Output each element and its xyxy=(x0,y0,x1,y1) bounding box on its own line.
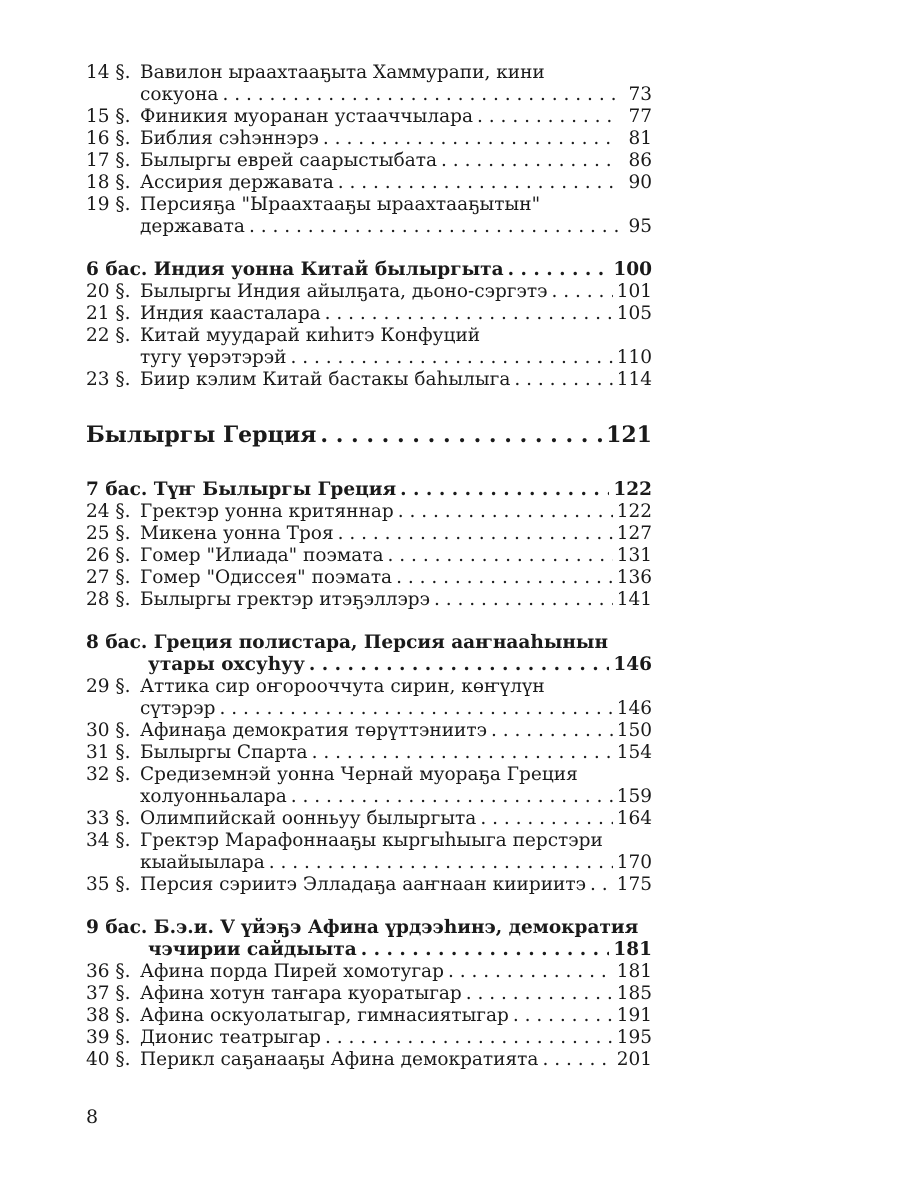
leader-dots xyxy=(477,106,618,128)
toc-chapter xyxy=(86,259,652,281)
toc-item-number: 17 §. xyxy=(86,150,131,171)
toc-item xyxy=(86,106,652,128)
leader-dots xyxy=(249,216,618,238)
toc-title: кыайыылара xyxy=(140,852,265,873)
toc-title: чэчирии сайдыыта xyxy=(148,939,357,960)
toc-item xyxy=(86,545,652,567)
toc-page-number: 81 xyxy=(628,128,652,149)
toc-page-number: 100 xyxy=(613,259,652,280)
toc-chapter xyxy=(86,632,652,676)
toc-page-number: 122 xyxy=(616,501,652,522)
toc-page-number: 201 xyxy=(616,1049,652,1070)
toc-item xyxy=(86,281,652,303)
page-number: 8 xyxy=(86,1106,99,1128)
leader-dots xyxy=(551,281,612,303)
leader-dots xyxy=(361,939,610,961)
toc-line xyxy=(86,1049,652,1071)
toc-item xyxy=(86,1005,652,1027)
toc-line xyxy=(86,128,652,150)
toc-title: Персия сэриитэ Элладаҕа ааҥнаан киириитэ xyxy=(140,874,586,895)
toc-title: утары охсуһуу xyxy=(148,654,305,675)
leader-dots xyxy=(291,786,613,808)
leader-dots xyxy=(338,523,613,545)
toc-title: Аттика сир оҥорооччута сирин, көҥүлүн xyxy=(140,676,545,697)
toc-item xyxy=(86,1027,652,1049)
toc-page-number: 150 xyxy=(616,720,652,741)
leader-dots xyxy=(325,1027,613,1049)
toc-page-number: 191 xyxy=(616,1005,652,1026)
toc-item xyxy=(86,983,652,1005)
toc-item-number: 36 §. xyxy=(86,961,131,982)
toc-page-number: 110 xyxy=(616,347,652,368)
leader-dots xyxy=(400,479,609,501)
toc-item xyxy=(86,676,652,720)
toc-line xyxy=(86,347,652,369)
toc-line xyxy=(86,303,652,325)
toc-item-number: 23 §. xyxy=(86,369,131,390)
toc-item-number: 24 §. xyxy=(86,501,131,522)
toc-item-number: 39 §. xyxy=(86,1027,131,1048)
toc-title: Былыргы еврей саарыстыбата xyxy=(140,150,438,171)
toc-line xyxy=(86,281,652,303)
toc-item-number: 29 §. xyxy=(86,676,131,697)
toc-title: 9 бас. Б.э.и. V үйэҕэ Афина үрдээһинэ, демократия xyxy=(86,917,639,938)
toc-title: 8 бас. Греция полистара, Персия ааҥнааһынын xyxy=(86,632,608,653)
toc-line xyxy=(86,150,652,172)
toc-page-number: 90 xyxy=(628,172,652,193)
toc-line xyxy=(86,106,652,128)
toc-line xyxy=(86,852,652,874)
toc-item-number: 25 §. xyxy=(86,523,131,544)
toc-page-number: 185 xyxy=(616,983,652,1004)
toc-title: Гомер "Одиссея" поэмата xyxy=(140,567,393,588)
toc-page-number: 175 xyxy=(616,874,652,895)
toc-item xyxy=(86,874,652,896)
leader-dots xyxy=(325,303,613,325)
toc-page-number: 77 xyxy=(628,106,652,127)
toc-item xyxy=(86,830,652,874)
leader-dots xyxy=(396,567,613,589)
toc-item xyxy=(86,808,652,830)
toc-item xyxy=(86,742,652,764)
toc-title: державата xyxy=(140,216,245,237)
toc-page-number: 73 xyxy=(628,84,652,105)
toc-page-number: 121 xyxy=(606,422,652,448)
leader-dots xyxy=(542,1049,612,1071)
toc-item-number: 40 §. xyxy=(86,1049,131,1070)
toc-title: холуонньалара xyxy=(140,786,287,807)
toc-item xyxy=(86,764,652,808)
toc-page-number: 146 xyxy=(616,698,652,719)
leader-dots xyxy=(309,654,610,676)
toc-title: Индия каасталара xyxy=(140,303,321,324)
toc-title: Дионис театрыгар xyxy=(140,1027,321,1048)
toc-item xyxy=(86,961,652,983)
leader-dots xyxy=(338,172,618,194)
toc-item-number: 22 §. xyxy=(86,325,131,346)
toc-title: сокуона xyxy=(140,84,219,105)
toc-page-number: 170 xyxy=(616,852,652,873)
toc-title: Афина оскуолатыгар, гимнасиятыгар xyxy=(140,1005,509,1026)
toc-line xyxy=(86,698,652,720)
toc-page-number: 131 xyxy=(616,545,652,566)
leader-dots xyxy=(219,698,612,720)
leader-dots xyxy=(222,84,618,106)
toc-page-number: 101 xyxy=(616,281,652,302)
toc-title: сүтэрэр xyxy=(140,698,216,719)
toc-item xyxy=(86,501,652,523)
toc-title: Китай муударай киһитэ Конфуций xyxy=(140,325,481,346)
toc-chapter xyxy=(86,917,652,961)
toc-page-number: 105 xyxy=(616,303,652,324)
toc-title: Олимпийскай оонньуу былыргыта xyxy=(140,808,477,829)
toc-page-number: 127 xyxy=(616,523,652,544)
toc-gap xyxy=(86,449,652,479)
leader-dots xyxy=(514,369,612,391)
toc-title: Вавилон ыраахтааҕыта Хаммурапи, кини xyxy=(140,62,545,83)
toc-line xyxy=(86,742,652,764)
toc-item xyxy=(86,172,652,194)
leader-dots xyxy=(291,347,613,369)
leader-dots xyxy=(508,259,610,281)
toc-line xyxy=(86,632,652,654)
toc-item-number: 38 §. xyxy=(86,1005,131,1026)
leader-dots xyxy=(491,720,613,742)
toc-item-number: 14 §. xyxy=(86,62,131,83)
leader-dots xyxy=(269,852,613,874)
toc-item-number: 15 §. xyxy=(86,106,131,127)
toc-title: 7 бас. Түҥ Былыргы Греция xyxy=(86,479,397,500)
toc-item-number: 32 §. xyxy=(86,764,131,785)
toc-item xyxy=(86,369,652,391)
toc-item-number: 34 §. xyxy=(86,830,131,851)
toc-line xyxy=(86,421,652,449)
toc-title: Средиземнэй уонна Чернай муораҕа Греция xyxy=(140,764,578,785)
toc-item-number: 19 §. xyxy=(86,194,131,215)
toc-page-number: 141 xyxy=(616,589,652,610)
leader-dots xyxy=(434,589,613,611)
toc-line xyxy=(86,676,652,698)
toc-line xyxy=(86,1005,652,1027)
toc-line xyxy=(86,523,652,545)
toc-page-number: 146 xyxy=(613,654,652,675)
leader-dots xyxy=(480,808,612,830)
toc-title: Гректэр уонна критяннар xyxy=(140,501,394,522)
toc-item xyxy=(86,325,652,369)
toc-title: Былыргы Герция xyxy=(86,422,317,448)
toc-page-number: 95 xyxy=(628,216,652,237)
leader-dots xyxy=(448,961,613,983)
toc-item xyxy=(86,567,652,589)
toc-item xyxy=(86,589,652,611)
toc-title: Былыргы Спарта xyxy=(140,742,308,763)
toc-line xyxy=(86,654,652,676)
toc-line xyxy=(86,808,652,830)
leader-dots xyxy=(513,1005,613,1027)
toc-page-number: 86 xyxy=(628,150,652,171)
toc-gap xyxy=(86,611,652,632)
toc-gap xyxy=(86,391,652,421)
toc-line xyxy=(86,325,652,347)
toc-line xyxy=(86,369,652,391)
toc-item-number: 37 §. xyxy=(86,983,131,1004)
toc-section xyxy=(86,421,652,449)
toc-title: Афина хотун таҥара куоратыгар xyxy=(140,983,462,1004)
toc-page-number: 122 xyxy=(613,479,652,500)
toc-page-number: 181 xyxy=(616,961,652,982)
toc-title: Ассирия державата xyxy=(140,172,334,193)
toc-title: Биир кэлим Китай бастакы баһылыга xyxy=(140,369,511,390)
toc-item-number: 26 §. xyxy=(86,545,131,566)
toc-line xyxy=(86,194,652,216)
toc-line xyxy=(86,720,652,742)
toc-line xyxy=(86,961,652,983)
toc-item-number: 31 §. xyxy=(86,742,131,763)
toc-chapter xyxy=(86,479,652,501)
toc-title: Микена уонна Троя xyxy=(140,523,334,544)
toc-item-number: 27 §. xyxy=(86,567,131,588)
toc-line xyxy=(86,172,652,194)
toc-gap xyxy=(86,238,652,259)
toc-page-number: 195 xyxy=(616,1027,652,1048)
toc-item-number: 33 §. xyxy=(86,808,131,829)
toc-title: Афина порда Пирей хомотугар xyxy=(140,961,444,982)
leader-dots xyxy=(398,501,613,523)
toc-title: Библия сэһэннэрэ xyxy=(140,128,319,149)
toc-line xyxy=(86,830,652,852)
table-of-contents xyxy=(86,62,652,1071)
toc-item xyxy=(86,128,652,150)
toc-page-number: 164 xyxy=(616,808,652,829)
toc-line xyxy=(86,84,652,106)
toc-line xyxy=(86,764,652,786)
toc-line xyxy=(86,589,652,611)
toc-page-number: 181 xyxy=(613,939,652,960)
leader-dots xyxy=(590,874,613,896)
toc-title: Гомер "Илиада" поэмата xyxy=(140,545,384,566)
toc-item xyxy=(86,62,652,106)
toc-line xyxy=(86,259,652,281)
toc-line xyxy=(86,874,652,896)
toc-line xyxy=(86,939,652,961)
toc-gap xyxy=(86,896,652,917)
toc-item-number: 21 §. xyxy=(86,303,131,324)
toc-line xyxy=(86,479,652,501)
toc-page-number: 159 xyxy=(616,786,652,807)
leader-dots xyxy=(441,150,618,172)
toc-line xyxy=(86,917,652,939)
leader-dots xyxy=(323,128,618,150)
leader-dots xyxy=(388,545,613,567)
toc-title: Афинаҕа демократия төрүттэниитэ xyxy=(140,720,487,741)
toc-title: Гректэр Марафоннааҕы кыргыһыыга перстэри xyxy=(140,830,603,851)
toc-line xyxy=(86,545,652,567)
toc-line xyxy=(86,786,652,808)
toc-item-number: 16 §. xyxy=(86,128,131,149)
toc-title: Перикл саҕанааҕы Афина демократията xyxy=(140,1049,539,1070)
toc-item-number: 30 §. xyxy=(86,720,131,741)
toc-item-number: 18 §. xyxy=(86,172,131,193)
toc-line xyxy=(86,62,652,84)
toc-title: тугу үөрэтэрэй xyxy=(140,347,287,368)
toc-item-number: 35 §. xyxy=(86,874,131,895)
toc-item xyxy=(86,1049,652,1071)
toc-line xyxy=(86,983,652,1005)
leader-dots xyxy=(312,742,613,764)
toc-line xyxy=(86,501,652,523)
toc-item xyxy=(86,194,652,238)
toc-item xyxy=(86,523,652,545)
toc-title: 6 бас. Индия уонна Китай былыргыта xyxy=(86,259,504,280)
toc-item xyxy=(86,720,652,742)
toc-item xyxy=(86,303,652,325)
toc-line xyxy=(86,567,652,589)
leader-dots xyxy=(466,983,613,1005)
toc-item-number: 20 §. xyxy=(86,281,131,302)
toc-line xyxy=(86,1027,652,1049)
toc-page-number: 114 xyxy=(616,369,652,390)
toc-page-number: 154 xyxy=(616,742,652,763)
toc-line xyxy=(86,216,652,238)
toc-title: Финикия муоранан устааччылара xyxy=(140,106,474,127)
toc-item xyxy=(86,150,652,172)
leader-dots xyxy=(320,421,602,449)
toc-title: Персияҕа "Ыраахтааҕы ыраахтааҕытын" xyxy=(140,194,541,215)
toc-item-number: 28 §. xyxy=(86,589,131,610)
toc-title: Былыргы гректэр итэҕэллэрэ xyxy=(140,589,431,610)
toc-page-number: 136 xyxy=(616,567,652,588)
toc-title: Былыргы Индия айылҕата, дьоно-сэргэтэ xyxy=(140,281,548,302)
